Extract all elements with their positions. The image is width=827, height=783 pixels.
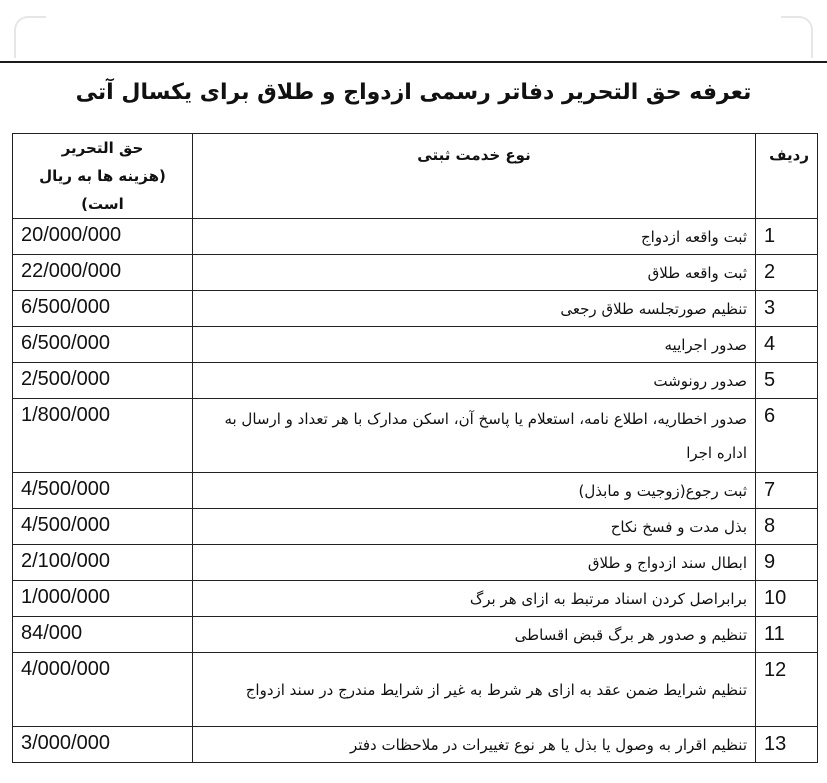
- fee-amount: 4/500/000: [13, 509, 193, 545]
- row-number: 7: [756, 473, 818, 509]
- header-fee-unit-note: (هزینه ها به ریال است): [39, 167, 166, 213]
- table-row: [13, 617, 818, 653]
- fee-amount: 2/100/000: [13, 545, 193, 581]
- fee-amount: 2/500/000: [13, 363, 193, 399]
- service-name: ثبت واقعه طلاق: [193, 255, 756, 291]
- row-number: 10: [756, 581, 818, 617]
- frame-corner-left: [14, 16, 46, 58]
- table-row: [13, 399, 818, 473]
- table-header-row: [13, 134, 818, 219]
- row-number: 3: [756, 291, 818, 327]
- service-name: ابطال سند ازدواج و طلاق: [193, 545, 756, 581]
- service-name: صدور اجراییه: [193, 327, 756, 363]
- header-fee: [13, 134, 193, 219]
- service-name: تنظیم اقرار به وصول یا بذل یا هر نوع تغییرات در ملاحظات دفتر: [193, 727, 756, 763]
- service-name: بذل مدت و فسخ نکاح: [193, 509, 756, 545]
- table-row: [13, 473, 818, 509]
- service-name: صدور رونوشت: [193, 363, 756, 399]
- fee-amount: 1/000/000: [13, 581, 193, 617]
- fee-amount: 4/000/000: [13, 653, 193, 727]
- service-name: ثبت رجوع(زوجیت و مابذل): [193, 473, 756, 509]
- table-row: [13, 327, 818, 363]
- table-row: [13, 363, 818, 399]
- table-row: [13, 255, 818, 291]
- tariff-table: [12, 133, 818, 763]
- document-title: تعرفه حق التحریر دفاتر رسمی ازدواج و طلاق برای یکسال آتی: [75, 80, 752, 105]
- table-row: [13, 545, 818, 581]
- service-name: صدور اخطاریه، اطلاع نامه، استعلام یا پاسخ آن، اسکن مدارک با هر تعداد و ارسال به اداره اجرا: [193, 399, 756, 473]
- frame-corner-right: [781, 16, 813, 58]
- top-divider: [0, 61, 827, 63]
- fee-amount: 4/500/000: [13, 473, 193, 509]
- table-row: [13, 291, 818, 327]
- row-number: 9: [756, 545, 818, 581]
- service-name: تنظیم صورتجلسه طلاق رجعی: [193, 291, 756, 327]
- row-number: 11: [756, 617, 818, 653]
- row-number: 4: [756, 327, 818, 363]
- fee-amount: 1/800/000: [13, 399, 193, 473]
- row-number: 13: [756, 727, 818, 763]
- row-number: 6: [756, 399, 818, 473]
- table-row: [13, 219, 818, 255]
- header-fee-title: حق التحریر: [61, 139, 144, 157]
- row-number: 5: [756, 363, 818, 399]
- service-name: تنظیم شرایط ضمن عقد به ازای هر شرط به غیر از شرایط مندرج در سند ازدواج: [193, 653, 756, 727]
- fee-amount: 22/000/000: [13, 255, 193, 291]
- fee-amount: 20/000/000: [13, 219, 193, 255]
- table-row: [13, 509, 818, 545]
- row-number: 8: [756, 509, 818, 545]
- table-row: [13, 653, 818, 727]
- table-row: [13, 581, 818, 617]
- fee-amount: 6/500/000: [13, 291, 193, 327]
- row-number: 2: [756, 255, 818, 291]
- fee-amount: 6/500/000: [13, 327, 193, 363]
- fee-amount: 3/000/000: [13, 727, 193, 763]
- image-viewer-top-frame: [0, 0, 827, 62]
- header-row-number: ردیف: [756, 134, 818, 219]
- service-name: برابراصل کردن اسناد مرتبط به ازای هر برگ: [193, 581, 756, 617]
- service-name: تنظیم و صدور هر برگ قبض اقساطی: [193, 617, 756, 653]
- table-row: [13, 727, 818, 763]
- header-service-type: نوع خدمت ثبتی: [193, 134, 756, 219]
- row-number: 1: [756, 219, 818, 255]
- service-name: ثبت واقعه ازدواج: [193, 219, 756, 255]
- fee-amount: 84/000: [13, 617, 193, 653]
- row-number: 12: [756, 653, 818, 727]
